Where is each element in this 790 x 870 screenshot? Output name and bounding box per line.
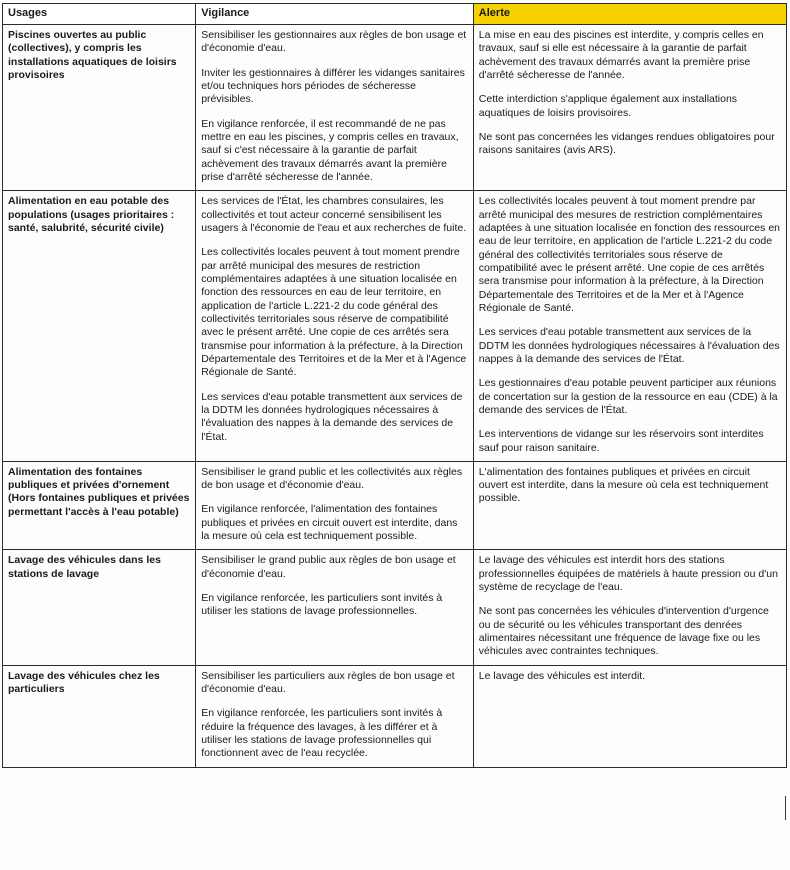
paragraph: Les services d'eau potable transmettent aux services de la DDTM les données hydrologiques nécessaires à l'évaluation des nappes à la demande des services de l'État. [201, 390, 463, 443]
paragraph: Sensibiliser le grand public aux règles de bon usage et d'économie d'eau. [201, 554, 456, 580]
paragraph: L'alimentation des fontaines publiques et privées en circuit ouvert est interdite, dans la mesure où cela est techniquement possible. [478, 465, 769, 505]
paragraph: Lavage des véhicules chez les particuliers [8, 669, 160, 696]
table-header [3, 4, 787, 25]
paragraph: En vigilance renforcée, il est recommandé de ne pas mettre en eau les piscines, y compris celles en travaux, sauf si c'est nécessaire à la garantie de parfait achèvement des travaux démarrés avant la première prise d'arrêté sécheresse de l'année. [201, 117, 459, 183]
cell-alerte [473, 24, 786, 190]
paragraph: Les collectivités locales peuvent à tout moment prendre par arrêté municipal des mesures de restriction complémentaires adaptées à une situation localisée en fonction des ressources en eau de leur territoire, en application de l'article L.221-2 du code général des collectivités territoriales sous réserve de compatibilité avec le présent arrêté. Une copie de ces arrêtés sera transmise pour information à la préfecture, à la Direction Départementale des Territoires et de la Mer et à l'Agence Régionale de Santé. [478, 195, 780, 314]
cell-vigilance [196, 24, 474, 190]
paragraph: La mise en eau des piscines est interdite, y compris celles en travaux, sauf si elle est nécessaire à la garantie de parfait achèvement des travaux démarrés avant la première prise d'arrêté sécheresse de l'année. [478, 28, 764, 81]
cell-alerte [473, 550, 786, 665]
cell-alerte [473, 461, 786, 550]
paragraph: Ne sont pas concernées les vidanges rendues obligatoires pour raisons sanitaires (avis ARS). [478, 130, 775, 157]
paragraph: En vigilance renforcée, les particuliers sont invités à réduire la fréquence des lavages, à les différer et à utiliser les stations de lavage professionnelles qui fonctionnent avec de l'eau recyclée. [201, 707, 443, 760]
cell-usages [3, 665, 196, 767]
column-header-vigilance: Vigilance [196, 4, 474, 25]
column-header-usages: Usages [3, 4, 196, 25]
cell-vigilance [196, 461, 474, 550]
paragraph: (Hors fontaines publiques et privées permettant l'accès à l'eau potable) [8, 492, 190, 518]
cell-alerte [473, 665, 786, 767]
cell-usages [3, 191, 196, 462]
cell-usages [3, 461, 196, 550]
page-edge-mark [785, 796, 790, 820]
column-header-alerte: Alerte [473, 4, 786, 25]
paragraph: Piscines ouvertes au public (collectives), y compris les installations aquatiques de loisirs provisoires [8, 28, 177, 81]
paragraph: Le lavage des véhicules est interdit hors des stations professionnelles équipées de matériels à haute pression ou d'un système de recyclage de l'eau. [478, 554, 778, 594]
paragraph: Cette interdiction s'applique également aux installations aquatiques de loisirs provisoires. [478, 93, 738, 119]
paragraph: Lavage des véhicules dans les stations de lavage [8, 554, 161, 580]
paragraph: Les interventions de vidange sur les réservoirs sont interdites sauf pour raison sanitaire. [478, 428, 764, 454]
paragraph: Ne sont pas concernées les véhicules d'intervention d'urgence ou de sécurité ou les véhicules transportant des denrées alimentaires nécessitant une fréquence de lavage fixe ou les véhicules avec contraintes techniques. [478, 605, 769, 658]
paragraph: Les gestionnaires d'eau potable peuvent participer aux réunions de concertation sur la gestion de la ressource en eau (CDE) à la demande des services de l'État. [478, 377, 778, 416]
cell-vigilance [196, 191, 474, 462]
table-row [3, 550, 787, 665]
cell-usages [3, 550, 196, 665]
paragraph: Alimentation en eau potable des populations (usages prioritaires : santé, salubrité, sécurité civile) [8, 195, 175, 234]
table-body [3, 24, 787, 767]
paragraph: En vigilance renforcée, l'alimentation des fontaines publiques et privées en circuit ouvert est interdite, dans la mesure où cela est techniquement possible. [201, 503, 458, 543]
drought-measures-table [2, 3, 787, 768]
table-header-row [3, 4, 787, 25]
paragraph: Sensibiliser les particuliers aux règles de bon usage et d'économie d'eau. [201, 669, 455, 696]
paragraph: Les collectivités locales peuvent à tout moment prendre par arrêté municipal des mesures de restriction complémentaires adaptées à une situation localisée en fonction des ressources en eau de leur territoire, en application de l'article L.221-2 du code général des collectivités territoriales sous réserve de compatibilité avec le présent arrêté. Une copie de ces arrêtés sera transmise pour information à la préfecture, à la Direction Départementale des Territoires et de la Mer et à l'Agence Régionale de Santé. [201, 246, 467, 379]
paragraph: Les services d'eau potable transmettent aux services de la DDTM les données hydrologiques nécessaires à l'évaluation des nappes à la demande des services de l'État. [478, 326, 780, 365]
cell-alerte [473, 191, 786, 462]
paragraph: Alimentation des fontaines publiques et privées d'ornement [8, 465, 170, 492]
table-row [3, 461, 787, 550]
paragraph: Sensibiliser le grand public et les collectivités aux règles de bon usage et d'économie d'eau. [201, 465, 463, 492]
paragraph: En vigilance renforcée, les particuliers sont invités à utiliser les stations de lavage professionnelles. [201, 592, 443, 618]
table-row [3, 191, 787, 462]
cell-vigilance [196, 550, 474, 665]
paragraph: Le lavage des véhicules est interdit. [478, 669, 646, 682]
paragraph: Sensibiliser les gestionnaires aux règles de bon usage et d'économie d'eau. [201, 28, 467, 55]
cell-usages [3, 24, 196, 190]
table-row [3, 24, 787, 190]
table-row [3, 665, 787, 767]
cell-vigilance [196, 665, 474, 767]
paragraph: Les services de l'État, les chambres consulaires, les collectivités et tout acteur concerné sensibilisent les usagers à l'économie de l'eau et aux recherches de fuite. [201, 195, 467, 234]
paragraph: Inviter les gestionnaires à différer les vidanges sanitaires et/ou techniques hors périodes de sécheresse prévisibles. [201, 66, 465, 106]
